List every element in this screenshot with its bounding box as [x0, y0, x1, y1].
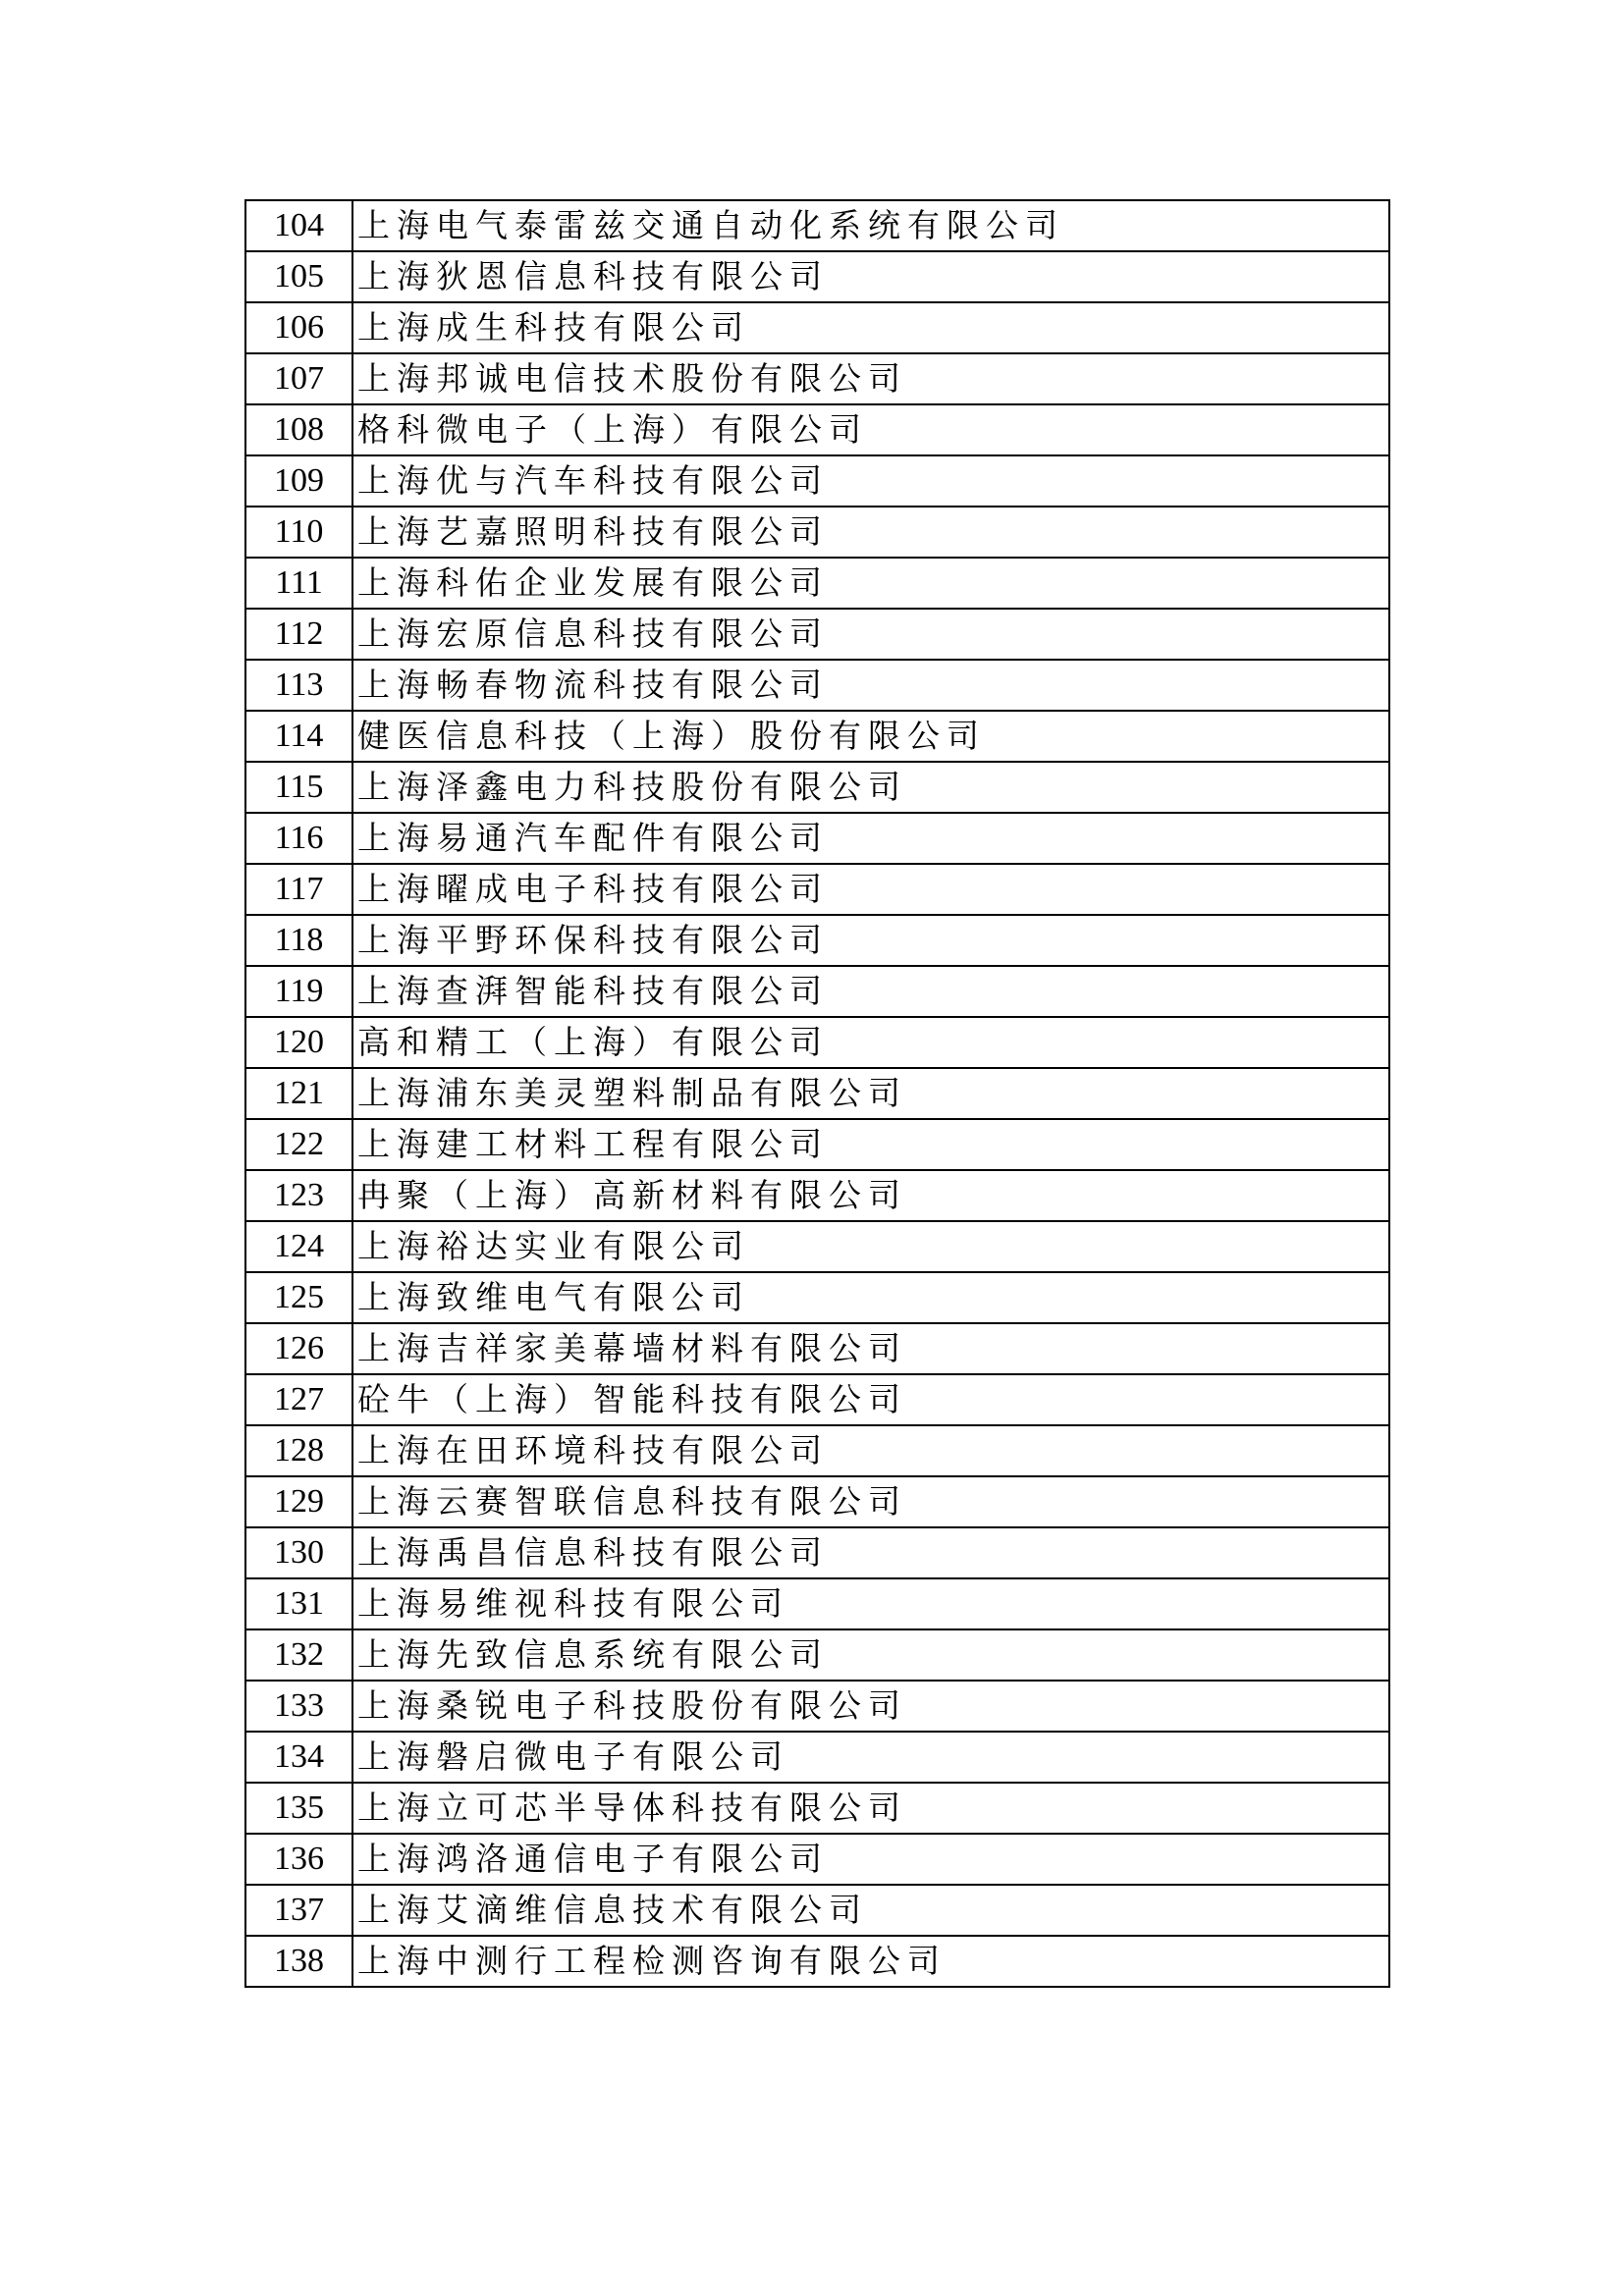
company-name-cell: 上海畅春物流科技有限公司 — [352, 660, 1389, 711]
table-row — [245, 1170, 1389, 1221]
table-row — [245, 1272, 1389, 1323]
table-row — [245, 1885, 1389, 1936]
row-number-cell: 120 — [245, 1017, 352, 1068]
company-name-cell: 上海浦东美灵塑料制品有限公司 — [352, 1068, 1389, 1119]
table-row — [245, 813, 1389, 864]
company-name-cell: 上海禹昌信息科技有限公司 — [352, 1527, 1389, 1578]
row-number-cell: 124 — [245, 1221, 352, 1272]
table-row — [245, 660, 1389, 711]
company-name-cell: 上海云赛智联信息科技有限公司 — [352, 1476, 1389, 1527]
table-row — [245, 302, 1389, 353]
table-row — [245, 1323, 1389, 1374]
company-name-cell: 上海鸿洛通信电子有限公司 — [352, 1834, 1389, 1885]
row-number-cell: 123 — [245, 1170, 352, 1221]
table-row — [245, 404, 1389, 455]
company-name-cell: 上海致维电气有限公司 — [352, 1272, 1389, 1323]
table-row — [245, 353, 1389, 404]
table-row — [245, 455, 1389, 507]
row-number-cell: 135 — [245, 1783, 352, 1834]
row-number-cell: 122 — [245, 1119, 352, 1170]
company-name-cell: 上海艾滴维信息技术有限公司 — [352, 1885, 1389, 1936]
table-row — [245, 1017, 1389, 1068]
row-number-cell: 128 — [245, 1425, 352, 1476]
company-name-cell: 上海泽鑫电力科技股份有限公司 — [352, 762, 1389, 813]
table-row — [245, 1527, 1389, 1578]
company-name-cell: 健医信息科技（上海）股份有限公司 — [352, 711, 1389, 762]
company-name-cell: 格科微电子（上海）有限公司 — [352, 404, 1389, 455]
table-row — [245, 915, 1389, 966]
row-number-cell: 134 — [245, 1732, 352, 1783]
row-number-cell: 109 — [245, 455, 352, 507]
table-row — [245, 1834, 1389, 1885]
company-name-cell: 上海磐启微电子有限公司 — [352, 1732, 1389, 1783]
company-name-cell: 上海曜成电子科技有限公司 — [352, 864, 1389, 915]
row-number-cell: 108 — [245, 404, 352, 455]
company-name-cell: 上海平野环保科技有限公司 — [352, 915, 1389, 966]
row-number-cell: 132 — [245, 1629, 352, 1681]
table-row — [245, 200, 1389, 251]
row-number-cell: 105 — [245, 251, 352, 302]
company-name-cell: 上海艺嘉照明科技有限公司 — [352, 507, 1389, 558]
row-number-cell: 106 — [245, 302, 352, 353]
company-list-table — [244, 199, 1390, 1988]
company-name-cell: 上海成生科技有限公司 — [352, 302, 1389, 353]
table-row — [245, 1681, 1389, 1732]
row-number-cell: 118 — [245, 915, 352, 966]
company-name-cell: 上海建工材料工程有限公司 — [352, 1119, 1389, 1170]
company-name-cell: 上海狄恩信息科技有限公司 — [352, 251, 1389, 302]
company-name-cell: 上海吉祥家美幕墙材料有限公司 — [352, 1323, 1389, 1374]
row-number-cell: 137 — [245, 1885, 352, 1936]
row-number-cell: 125 — [245, 1272, 352, 1323]
company-name-cell: 冉聚（上海）高新材料有限公司 — [352, 1170, 1389, 1221]
row-number-cell: 138 — [245, 1936, 352, 1987]
row-number-cell: 113 — [245, 660, 352, 711]
company-name-cell: 上海裕达实业有限公司 — [352, 1221, 1389, 1272]
company-name-cell: 上海立可芯半导体科技有限公司 — [352, 1783, 1389, 1834]
company-name-cell: 上海桑锐电子科技股份有限公司 — [352, 1681, 1389, 1732]
row-number-cell: 133 — [245, 1681, 352, 1732]
row-number-cell: 104 — [245, 200, 352, 251]
company-name-cell: 上海宏原信息科技有限公司 — [352, 609, 1389, 660]
company-name-cell: 上海科佑企业发展有限公司 — [352, 558, 1389, 609]
table-row — [245, 966, 1389, 1017]
table-row — [245, 1374, 1389, 1425]
row-number-cell: 126 — [245, 1323, 352, 1374]
company-name-cell: 上海查湃智能科技有限公司 — [352, 966, 1389, 1017]
row-number-cell: 136 — [245, 1834, 352, 1885]
table-row — [245, 1476, 1389, 1527]
company-name-cell: 上海易维视科技有限公司 — [352, 1578, 1389, 1629]
row-number-cell: 111 — [245, 558, 352, 609]
table-row — [245, 711, 1389, 762]
company-list-body — [245, 200, 1389, 1987]
row-number-cell: 131 — [245, 1578, 352, 1629]
company-name-cell: 上海邦诚电信技术股份有限公司 — [352, 353, 1389, 404]
table-row — [245, 1578, 1389, 1629]
company-name-cell: 上海在田环境科技有限公司 — [352, 1425, 1389, 1476]
company-name-cell: 上海优与汽车科技有限公司 — [352, 455, 1389, 507]
table-row — [245, 1629, 1389, 1681]
table-row — [245, 1732, 1389, 1783]
row-number-cell: 130 — [245, 1527, 352, 1578]
row-number-cell: 107 — [245, 353, 352, 404]
row-number-cell: 119 — [245, 966, 352, 1017]
table-row — [245, 558, 1389, 609]
company-name-cell: 上海易通汽车配件有限公司 — [352, 813, 1389, 864]
table-row — [245, 1936, 1389, 1987]
row-number-cell: 129 — [245, 1476, 352, 1527]
row-number-cell: 127 — [245, 1374, 352, 1425]
table-row — [245, 864, 1389, 915]
company-name-cell: 砼牛（上海）智能科技有限公司 — [352, 1374, 1389, 1425]
company-name-cell: 上海先致信息系统有限公司 — [352, 1629, 1389, 1681]
table-row — [245, 251, 1389, 302]
row-number-cell: 112 — [245, 609, 352, 660]
table-row — [245, 1783, 1389, 1834]
row-number-cell: 110 — [245, 507, 352, 558]
row-number-cell: 121 — [245, 1068, 352, 1119]
table-row — [245, 1425, 1389, 1476]
table-row — [245, 1068, 1389, 1119]
row-number-cell: 115 — [245, 762, 352, 813]
table-row — [245, 1119, 1389, 1170]
table-row — [245, 507, 1389, 558]
table-row — [245, 1221, 1389, 1272]
row-number-cell: 117 — [245, 864, 352, 915]
company-name-cell: 上海中测行工程检测咨询有限公司 — [352, 1936, 1389, 1987]
row-number-cell: 114 — [245, 711, 352, 762]
table-row — [245, 609, 1389, 660]
company-name-cell: 上海电气泰雷兹交通自动化系统有限公司 — [352, 200, 1389, 251]
company-name-cell: 高和精工（上海）有限公司 — [352, 1017, 1389, 1068]
table-row — [245, 762, 1389, 813]
row-number-cell: 116 — [245, 813, 352, 864]
